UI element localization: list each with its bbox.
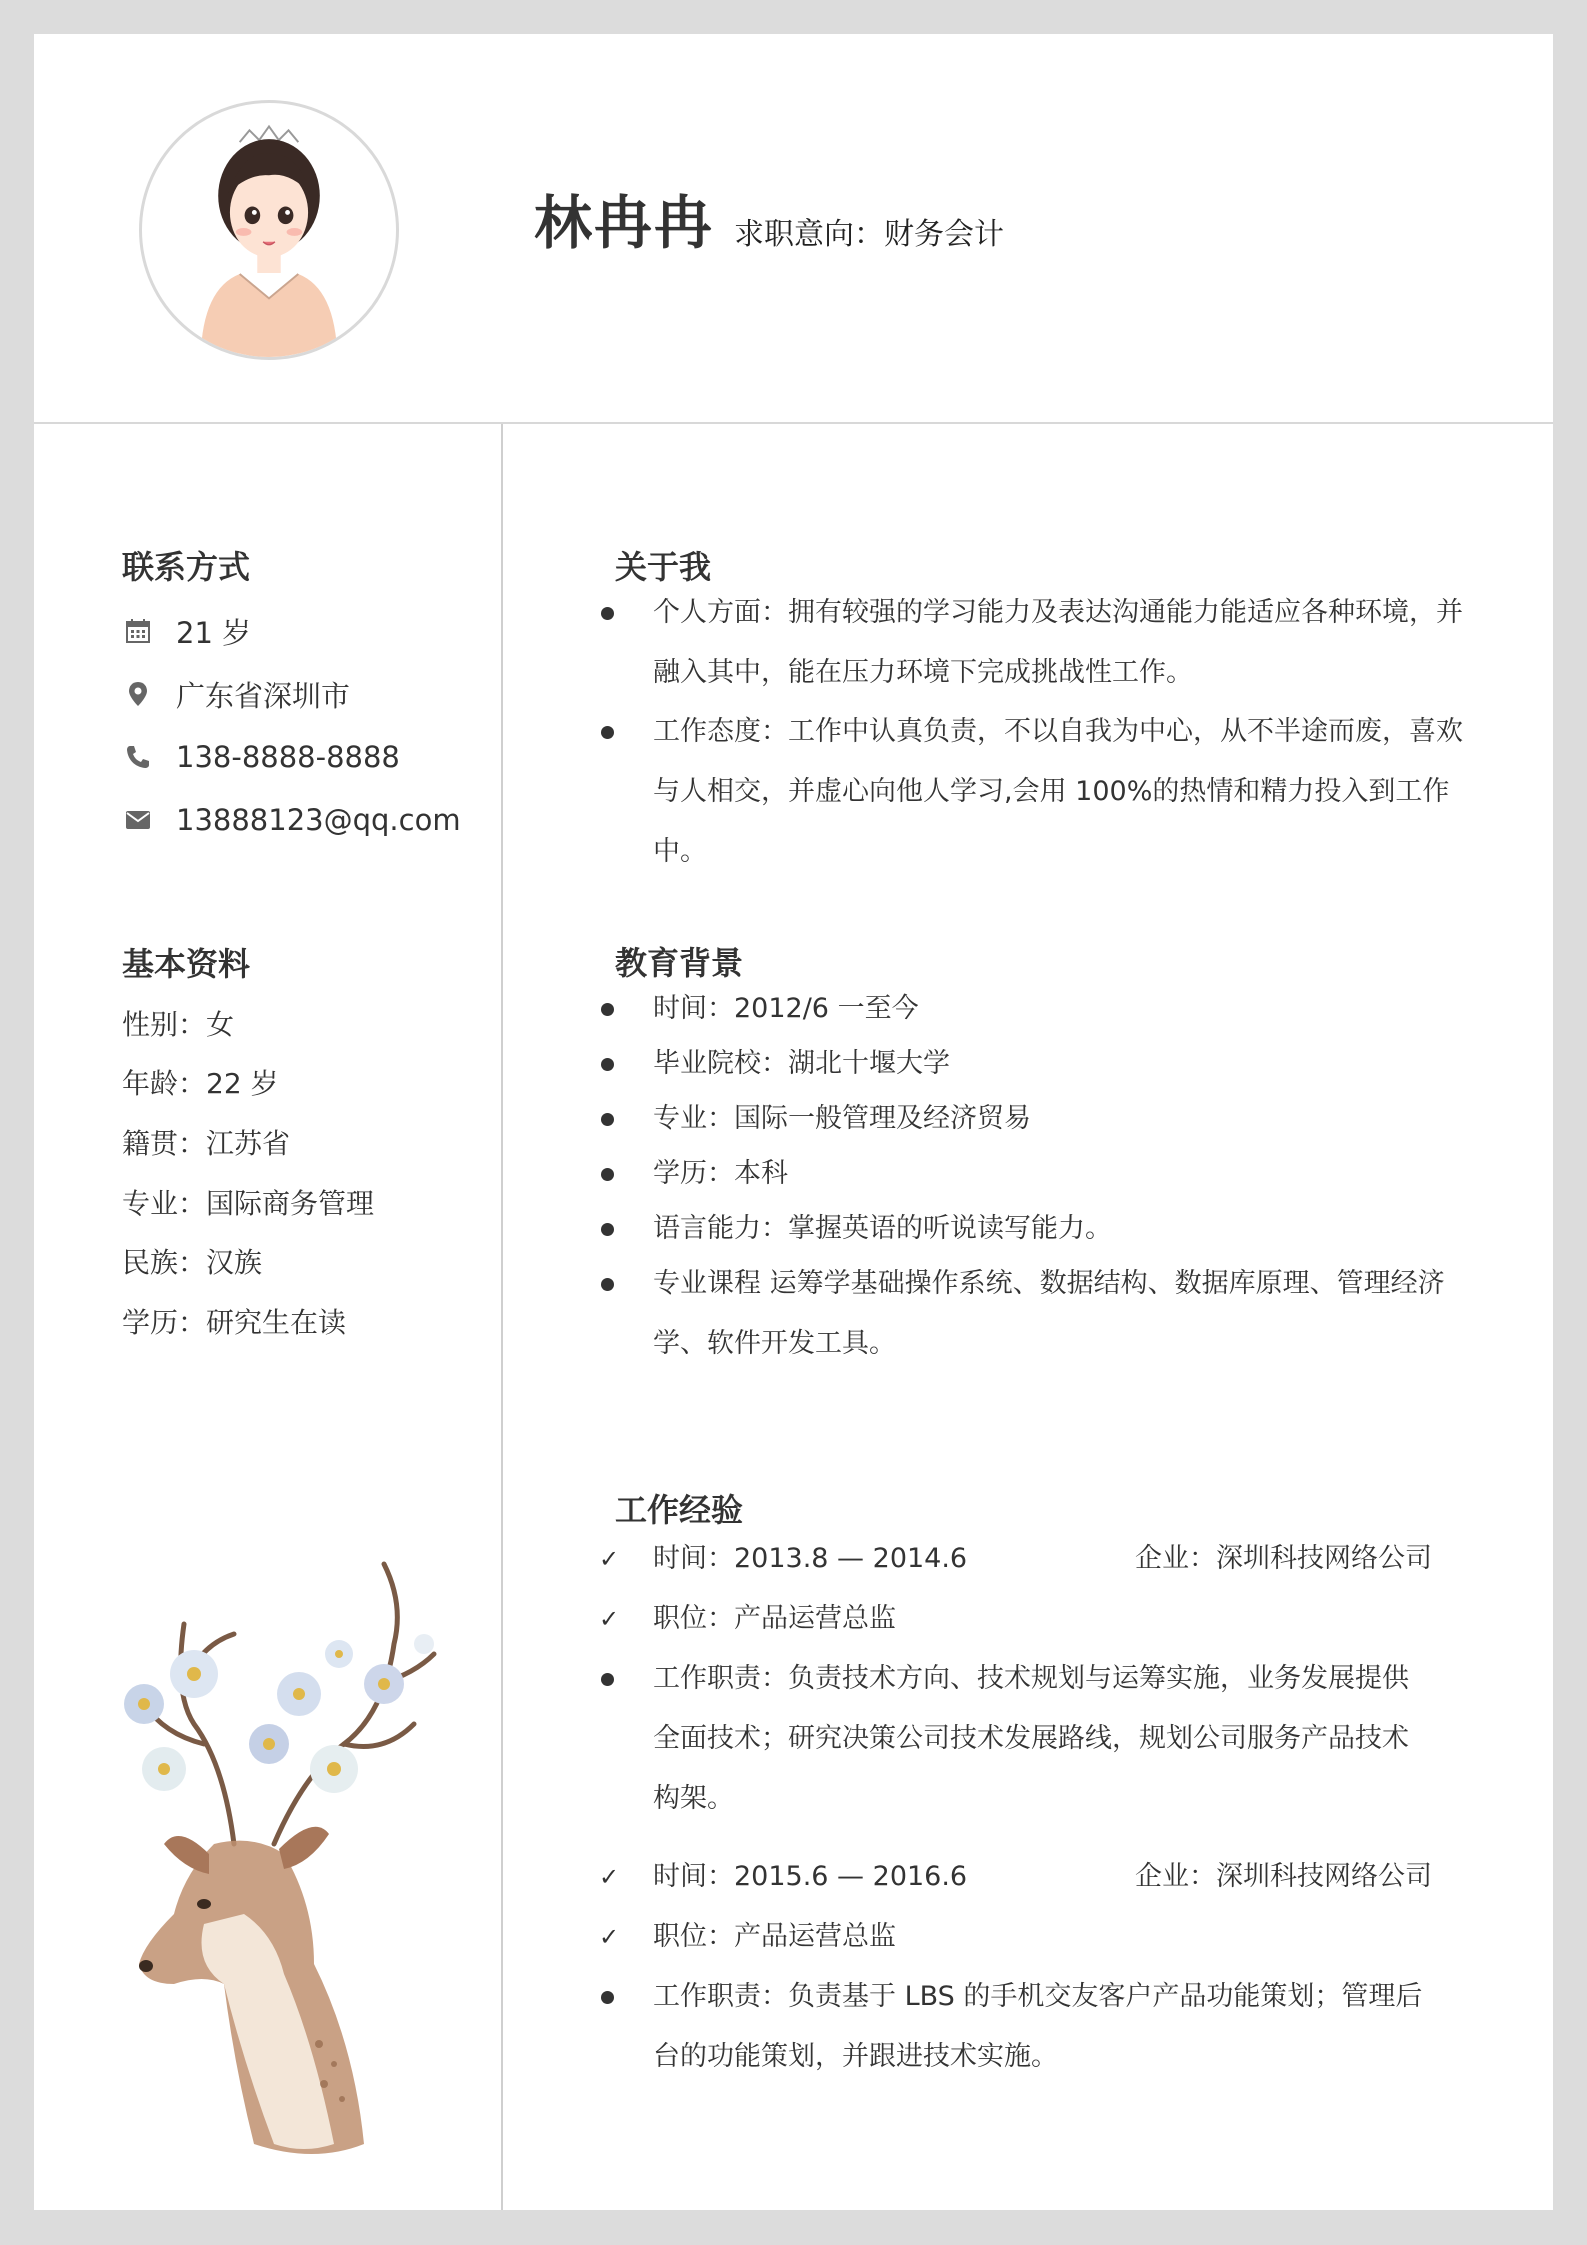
edu-language: 语言能力：掌握英语的听说读写能力。	[653, 1199, 1473, 1259]
basic-ethnicity: 民族：汉族	[122, 1246, 263, 1279]
bullet-dot-icon	[601, 1003, 614, 1016]
bullet-dot-icon	[601, 1278, 614, 1291]
basic-degree: 学历：研究生在读	[122, 1306, 347, 1339]
bullet-dot-icon	[601, 726, 614, 739]
candidate-name: 林冉冉	[534, 189, 715, 257]
contact-location-row	[122, 674, 350, 714]
job1-time: 时间：2013.8 — 2014.6	[653, 1543, 968, 1574]
avatar	[139, 100, 399, 360]
basic-major: 专业：国际商务管理	[122, 1187, 375, 1220]
contact-section-title: 联系方式	[122, 548, 251, 586]
basic-section-title: 基本资料	[122, 945, 251, 983]
calendar-icon	[122, 615, 154, 647]
job2-company: 企业：深圳科技网络公司	[1135, 1861, 1432, 1892]
work-section-title: 工作经验	[615, 1491, 744, 1529]
basic-age: 年龄：22 岁	[122, 1067, 279, 1100]
bullet-dot-icon	[601, 1058, 614, 1071]
job-intent: 求职意向：财务会计	[734, 217, 1004, 252]
job1-position: 职位：产品运营总监	[653, 1603, 896, 1634]
edu-courses: 专业课程 运筹学基础操作系统、数据结构、数据库原理、管理经济学、软件开发工具。	[653, 1254, 1483, 1374]
job2-position: 职位：产品运营总监	[653, 1921, 896, 1952]
contact-age-row	[122, 611, 251, 651]
job2-position-row	[599, 1907, 1473, 1967]
check-icon: ✓	[599, 1605, 620, 1633]
edu-time: 时间：2012/6 一至今	[653, 979, 1473, 1039]
avatar-cartoon-image	[142, 103, 396, 357]
deer-illustration	[84, 1544, 514, 2184]
job2-duty-row	[653, 1967, 1433, 2087]
bullet-dot-icon	[601, 1223, 614, 1236]
bullet-dot-icon	[601, 1673, 614, 1686]
job2-time-row	[599, 1847, 1473, 1907]
bullet-dot-icon	[601, 1168, 614, 1181]
job1-company: 企业：深圳科技网络公司	[1135, 1543, 1432, 1574]
check-icon: ✓	[599, 1545, 620, 1573]
edu-major: 专业：国际一般管理及经济贸易	[653, 1089, 1473, 1149]
about-section-title: 关于我	[615, 548, 712, 586]
about-item-attitude: 工作态度：工作中认真负责，不以自我为中心，从不半途而废，喜欢与人相交，并虚心向他人学习,会用 100%的热情和精力投入到工作中。	[653, 702, 1473, 882]
contact-location: 广东省深圳市	[176, 678, 351, 713]
job1-duty-row	[653, 1649, 1433, 1829]
job1-time-row	[599, 1529, 1473, 1589]
education-section-title: 教育背景	[615, 944, 744, 982]
job1-position-row	[599, 1589, 1473, 1649]
basic-gender: 性别：女	[122, 1008, 235, 1041]
check-icon: ✓	[599, 1863, 620, 1891]
contact-age: 21 岁	[176, 615, 252, 650]
bullet-dot-icon	[601, 1991, 614, 2004]
basic-hometown: 籍贯：江苏省	[122, 1127, 291, 1160]
about-item-personal: 个人方面：拥有较强的学习能力及表达沟通能力能适应各种环境，并融入其中，能在压力环境下完成挑战性工作。	[653, 583, 1473, 703]
right-column	[503, 424, 1553, 2210]
resume-header	[34, 34, 1553, 424]
contact-phone: 138-8888-8888	[176, 740, 400, 774]
left-column	[34, 424, 501, 2210]
job1-duty: 工作职责：负责技术方向、技术规划与运筹实施，业务发展提供全面技术；研究决策公司技术发展路线，规划公司服务产品技术构架。	[653, 1663, 1409, 1814]
contact-email: 13888123@qq.com	[176, 803, 461, 837]
edu-degree: 学历：本科	[653, 1144, 1473, 1204]
resume-page	[34, 34, 1553, 2210]
contact-phone-row	[122, 737, 400, 777]
mail-icon	[122, 804, 154, 836]
phone-icon	[122, 741, 154, 773]
bullet-dot-icon	[601, 1113, 614, 1126]
job2-duty: 工作职责：负责基于 LBS 的手机交友客户产品功能策划；管理后台的功能策划，并跟进技术实施。	[653, 1981, 1423, 2072]
bullet-dot-icon	[601, 607, 614, 620]
edu-school: 毕业院校：湖北十堰大学	[653, 1034, 1473, 1094]
job2-time: 时间：2015.6 — 2016.6	[653, 1861, 968, 1892]
location-icon	[122, 678, 154, 710]
contact-email-row	[122, 800, 461, 840]
check-icon: ✓	[599, 1923, 620, 1951]
